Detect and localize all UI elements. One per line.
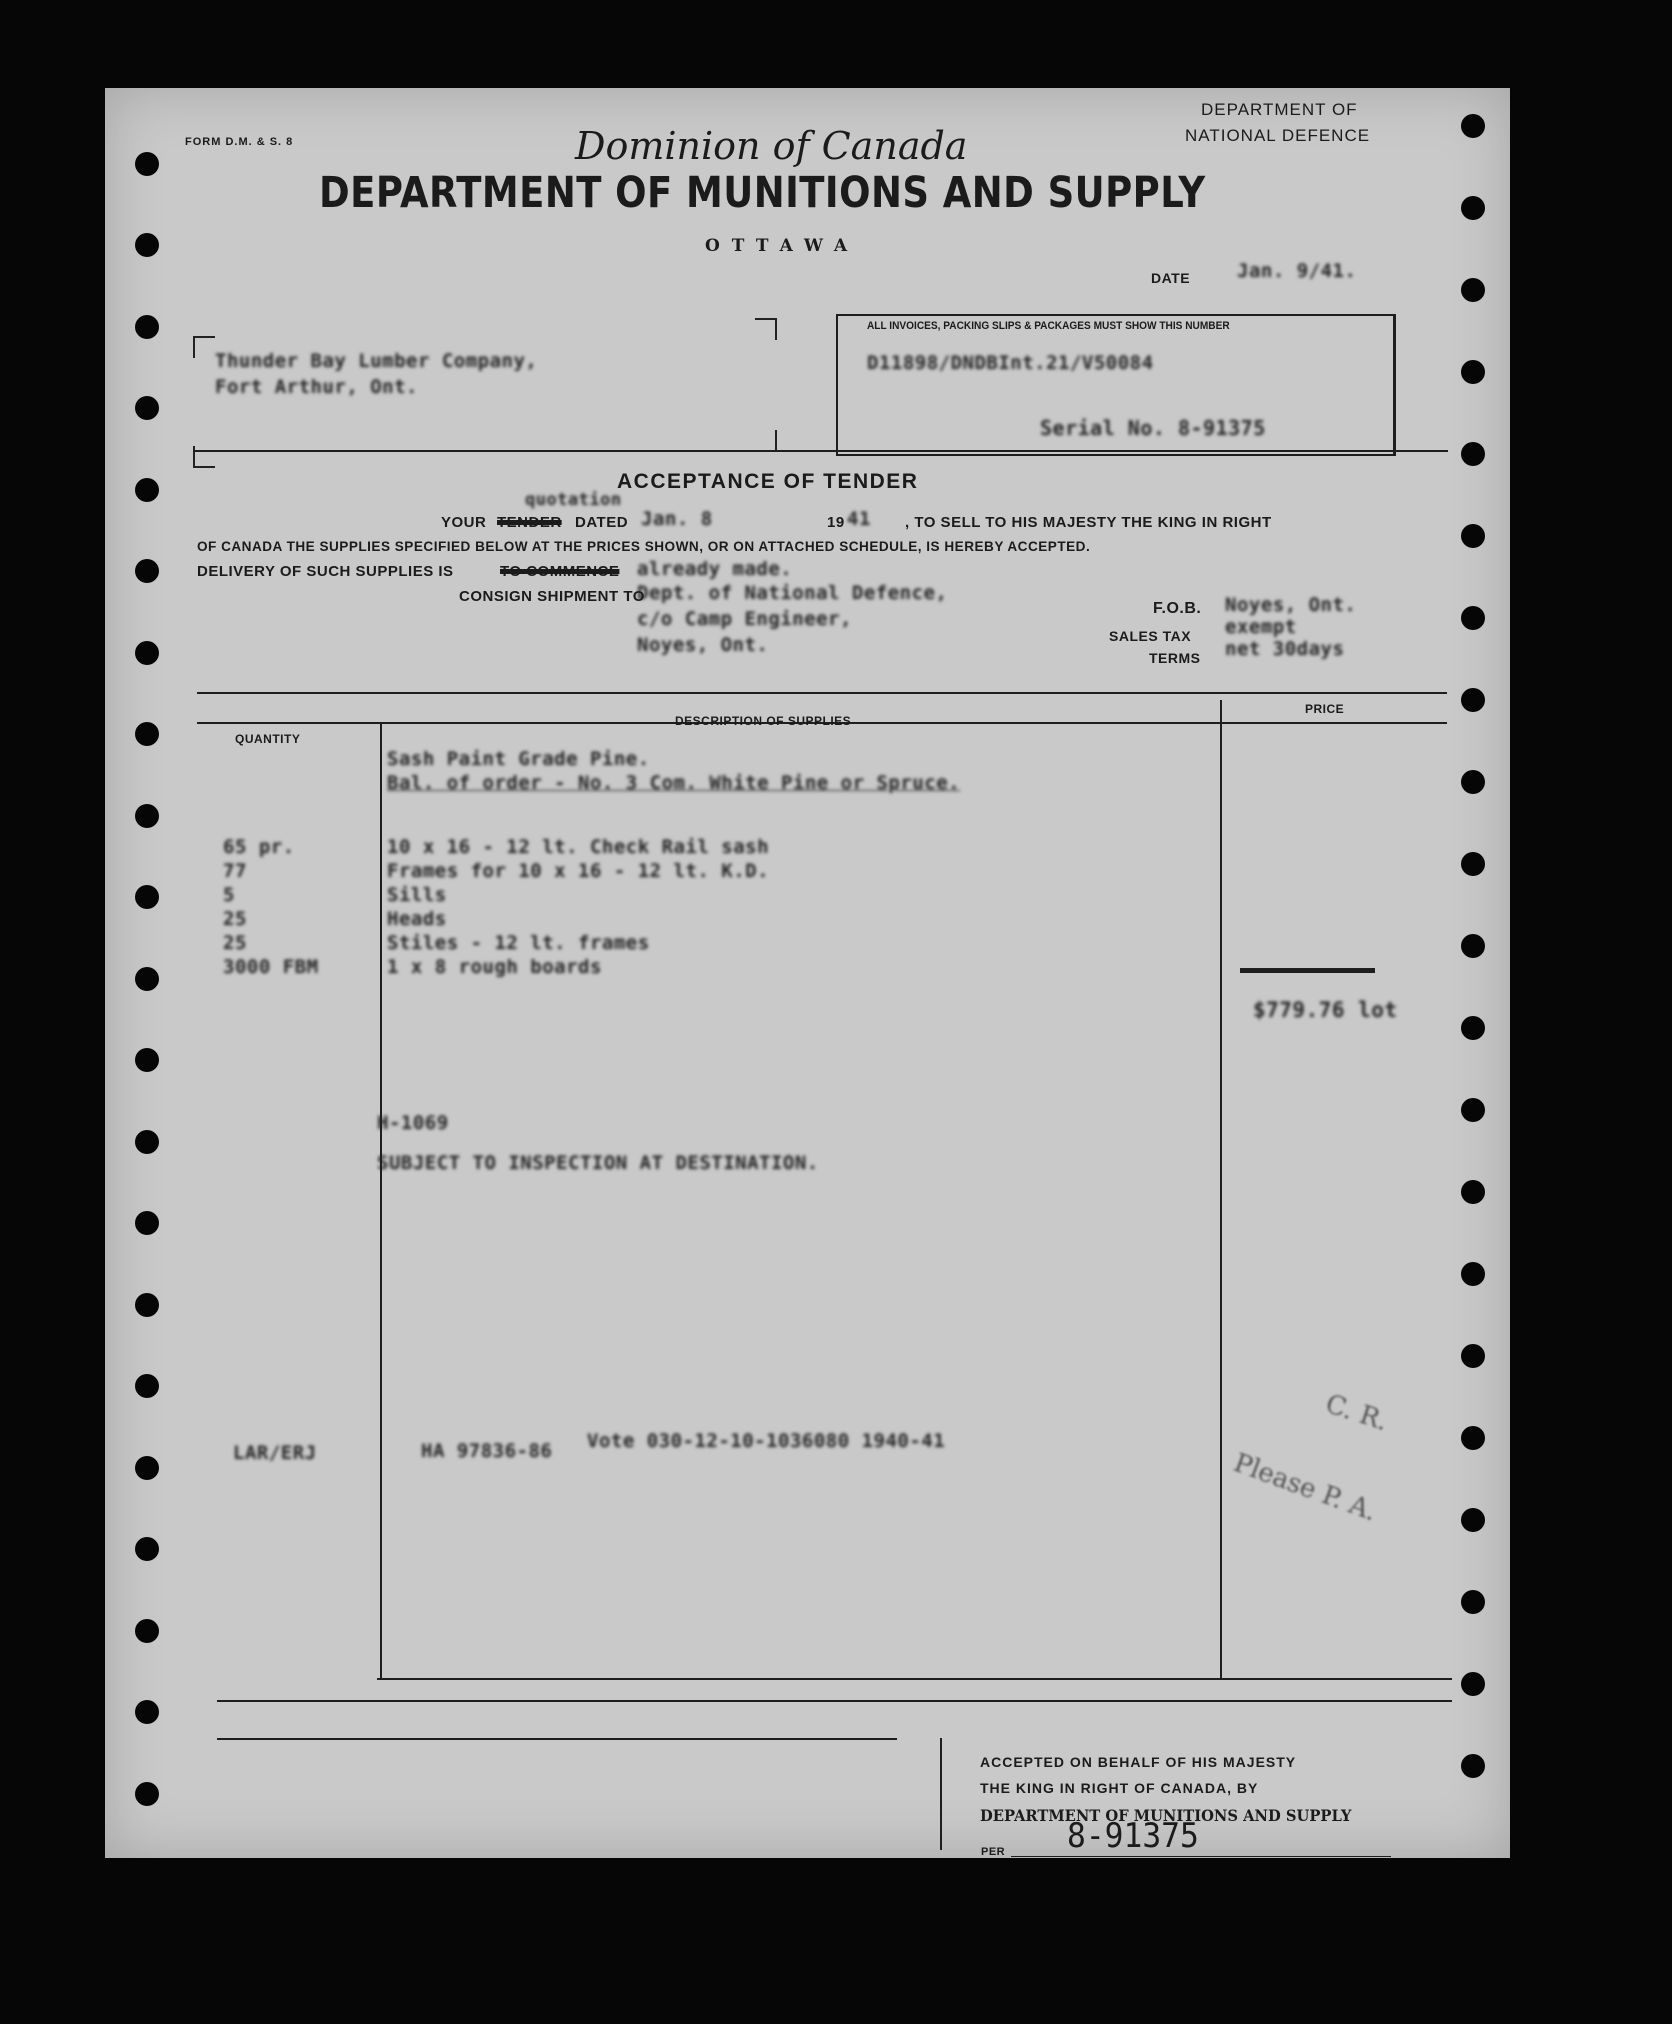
item-qty: 65 pr. [223, 836, 295, 858]
dept-corner-line1: DEPARTMENT OF [1201, 100, 1358, 119]
acceptance-text2: OF CANADA THE SUPPLIES SPECIFIED BELOW AT THE PRICES SHOWN, OR ON ATTACHED SCHEDULE, IS HEREBY ACCEPTED. [197, 538, 1091, 554]
delivery-struck: TO COMMENCE [500, 563, 620, 580]
inserted-word: quotation [525, 490, 622, 510]
table-rule-top [197, 692, 1447, 694]
table-divider-left [380, 722, 382, 1678]
dated-label: DATED [575, 514, 629, 531]
rule-signature-bottom [217, 1738, 897, 1740]
document-page [105, 88, 1510, 1858]
description-header2: Bal. of order - No. 3 Com. White Pine or Spruce. [387, 772, 961, 794]
item-qty: 25 [223, 932, 247, 954]
item-qty: 5 [223, 884, 235, 906]
per-label: PER [981, 1846, 1006, 1858]
delivery-label: DELIVERY OF SUCH SUPPLIES IS [197, 563, 454, 580]
footer-vote: Vote 030-12-10-1036080 1940-41 [587, 1430, 946, 1452]
year-suffix: 41 [847, 508, 871, 530]
item-desc: 10 x 16 - 12 lt. Check Rail sash [387, 836, 770, 858]
year-prefix: 19 [827, 514, 845, 531]
item-desc: Stiles - 12 lt. frames [387, 932, 650, 954]
table-rule-bottom [377, 1678, 1452, 1680]
initials: LAR/ERJ [233, 1442, 317, 1464]
address-bracket-tl [193, 336, 215, 358]
serial-stamp: 8-91375 [1067, 1816, 1199, 1856]
form-number: FORM D.M. & S. 8 [185, 136, 294, 148]
serial-number: Serial No. 8-91375 [1040, 416, 1266, 440]
table-divider-right [1220, 700, 1222, 1680]
order-number: D11898/DNDBInt.21/V50084 [867, 352, 1154, 374]
delivery-value: already made. [637, 558, 793, 580]
address-bracket-tr [755, 318, 777, 340]
cr-stamp: C. R. [1321, 1388, 1392, 1438]
terms-value: net 30days [1225, 638, 1345, 660]
number-box-caption: ALL INVOICES, PACKING SLIPS & PACKAGES MUST SHOW THIS NUMBER [867, 320, 1230, 332]
script-title: Dominion of Canada [575, 124, 968, 168]
rule-top [193, 450, 1448, 452]
col-description: DESCRIPTION OF SUPPLIES [675, 714, 852, 728]
date-label: DATE [1151, 270, 1191, 286]
acceptance-heading: ACCEPTANCE OF TENDER [617, 470, 919, 493]
accepted-line3: DEPARTMENT OF MUNITIONS AND SUPPLY [980, 1806, 1352, 1825]
your-label: YOUR [441, 514, 487, 531]
terms-label: TERMS [1149, 650, 1201, 666]
item-qty: 25 [223, 908, 247, 930]
city-label: OTTAWA [705, 236, 860, 256]
item-desc: Sills [387, 884, 447, 906]
inspection-note: SUBJECT TO INSPECTION AT DESTINATION. [377, 1152, 819, 1174]
acceptance-text1: , TO SELL TO HIS MAJESTY THE KING IN RIGHT [905, 514, 1272, 531]
please-pa-stamp: Please P. A. [1229, 1448, 1381, 1528]
consign-label: CONSIGN SHIPMENT TO [459, 588, 645, 605]
item-qty: 77 [223, 860, 247, 882]
struck-word: TENDER [497, 514, 562, 531]
sales-tax-value: exempt [1225, 616, 1297, 638]
tender-date: Jan. 8 [641, 508, 713, 530]
fob-value: Noyes, Ont. [1225, 594, 1357, 616]
footer-reference: HA 97836-86 [421, 1440, 553, 1462]
address-line1: Thunder Bay Lumber Company, [215, 350, 538, 372]
reference-number: H-1069 [377, 1112, 449, 1134]
item-desc: Heads [387, 908, 447, 930]
rule-signature-top [217, 1700, 1452, 1702]
col-price: PRICE [1305, 702, 1345, 716]
consign-line1: Dept. of National Defence, [637, 582, 948, 604]
signature-divider [940, 1738, 942, 1850]
date-value: Jan. 9/41. [1237, 260, 1357, 282]
page-title: DEPARTMENT OF MUNITIONS AND SUPPLY [319, 168, 1206, 218]
address-bracket-br [755, 430, 777, 452]
col-quantity: QUANTITY [235, 732, 301, 746]
accepted-line2: THE KING IN RIGHT OF CANADA, BY [980, 1780, 1259, 1796]
price-value: $779.76 lot [1253, 998, 1398, 1022]
accepted-line1: ACCEPTED ON BEHALF OF HIS MAJESTY [980, 1754, 1297, 1770]
per-line [1011, 1856, 1391, 1857]
dept-corner-line2: NATIONAL DEFENCE [1185, 126, 1371, 145]
price-rule [1240, 968, 1375, 973]
item-desc: 1 x 8 rough boards [387, 956, 602, 978]
sales-tax-label: SALES TAX [1109, 628, 1192, 644]
consign-line3: Noyes, Ont. [637, 634, 769, 656]
address-line2: Fort Arthur, Ont. [215, 376, 418, 398]
fob-label: F.O.B. [1153, 600, 1202, 617]
consign-line2: c/o Camp Engineer, [637, 608, 852, 630]
item-qty: 3000 FBM [223, 956, 319, 978]
item-desc: Frames for 10 x 16 - 12 lt. K.D. [387, 860, 770, 882]
description-header1: Sash Paint Grade Pine. [387, 748, 650, 770]
